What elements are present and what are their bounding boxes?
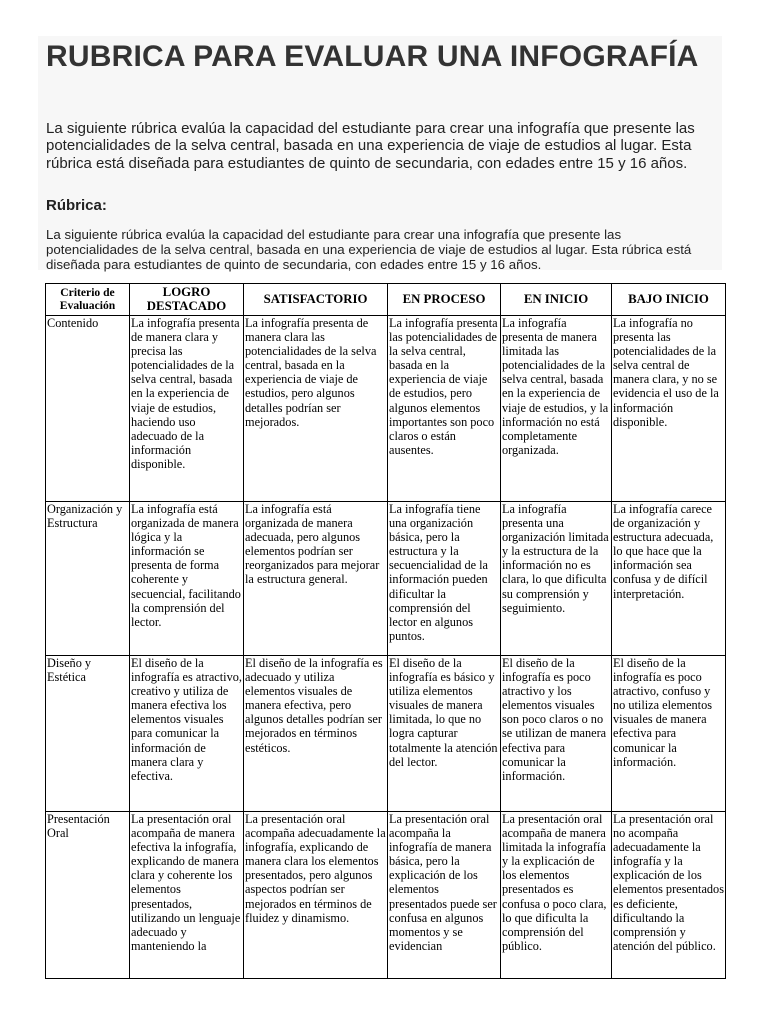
page-title: RUBRICA PARA EVALUAR UNA INFOGRAFÍA [46, 40, 699, 73]
intro-paragraph-repeat: La siguiente rúbrica evalúa la capacidad del estudiante para crear una infografía que presente las potencialidades de la selva central, basada en una experiencia de viaje de estudios al lugar. Esta rúbrica está diseñada para estudiantes de quinto de secundaria, con edades entre 15 y 16 años. [46, 227, 692, 273]
table-header-row [46, 284, 726, 316]
table-row [46, 502, 726, 656]
table-cell: El diseño de la infografía es poco atractivo y los elementos visuales son poco claros o no se utilizan de manera efectiva para comunicar la información. [501, 656, 612, 812]
criterion-cell: Diseño y Estética [46, 656, 130, 812]
table-cell: La infografía no presenta las potencialidades de la selva central de manera clara, y no se evidencia el uso de la información disponible. [612, 316, 726, 502]
header-en-proceso: EN PROCESO [388, 284, 501, 316]
table-cell: La presentación oral acompaña adecuadamente la infografía, explicando de manera clara los elementos presentados, pero algunos aspectos podrían ser mejorados en términos de fluidez y dinamismo. [244, 812, 388, 979]
table-cell: La infografía presenta las potencialidades de la selva central, basada en la experiencia de viaje de estudios, pero algunos elementos importantes son poco claros o están ausentes. [388, 316, 501, 502]
table-cell: La presentación oral acompaña de manera efectiva la infografía, explicando de manera clara y coherente los elementos presentados, utilizando un lenguaje adecuado y manteniendo la [130, 812, 244, 979]
header-en-inicio: EN INICIO [501, 284, 612, 316]
table-cell: El diseño de la infografía es adecuado y utiliza elementos visuales de manera efectiva, pero algunos detalles podrían ser mejorados en términos estéticos. [244, 656, 388, 812]
rubric-table [45, 283, 726, 979]
table-cell: La infografía está organizada de manera adecuada, pero algunos elementos podrían ser reorganizados para mejorar la estructura general. [244, 502, 388, 656]
table-cell: La infografía presenta una organización limitada y la estructura de la información no es clara, lo que dificulta su comprensión y seguimiento. [501, 502, 612, 656]
document-header [38, 36, 722, 273]
table-row [46, 812, 726, 979]
table-cell: El diseño de la infografía es poco atractivo, confuso y no utiliza elementos visuales de manera efectiva para comunicar la información. [612, 656, 726, 812]
table-row [46, 656, 726, 812]
table-cell: La infografía tiene una organización básica, pero la estructura y la secuencialidad de la información pueden dificultar la comprensión del lector en algunos puntos. [388, 502, 501, 656]
header-bajo-inicio: BAJO INICIO [612, 284, 726, 316]
intro-paragraph: La siguiente rúbrica evalúa la capacidad del estudiante para crear una infografía que presente las potencialidades de la selva central, basada en una experiencia de viaje de estudios al lugar. Esta rúbrica está diseñada para estudiantes de quinto de secundaria, con edades entre 15 y 16 años. [46, 120, 695, 172]
table-cell: La infografía está organizada de manera lógica y la información se presenta de forma coherente y secuencial, facilitando la comprensión del lector. [130, 502, 244, 656]
table-cell: La presentación oral no acompaña adecuadamente la infografía y la explicación de los elementos presentados es deficiente, dificultando la comprensión y atención del público. [612, 812, 726, 979]
table-cell: La presentación oral acompaña la infografía de manera básica, pero la explicación de los elementos presentados puede ser confusa en algunos momentos y se evidencian [388, 812, 501, 979]
table-cell: La infografía carece de organización y estructura adecuada, lo que hace que la información sea confusa y de difícil interpretación. [612, 502, 726, 656]
table-cell: La infografía presenta de manera clara las potencialidades de la selva central, basada en la experiencia de viaje de estudios, pero algunos detalles podrían ser mejorados. [244, 316, 388, 502]
table-cell: La infografía presenta de manera limitada las potencialidades de la selva central, basada en la experiencia de viaje de estudios, y la información no está completamente organizada. [501, 316, 612, 502]
header-satisfactorio: SATISFACTORIO [244, 284, 388, 316]
criterion-cell: Presentación Oral [46, 812, 130, 979]
table-cell: El diseño de la infografía es atractivo, creativo y utiliza de manera efectiva los elementos visuales para comunicar la información de manera clara y efectiva. [130, 656, 244, 812]
table-cell: El diseño de la infografía es básico y utiliza elementos visuales de manera limitada, lo que no logra capturar totalmente la atención del lector. [388, 656, 501, 812]
table-cell: La infografía presenta de manera clara y precisa las potencialidades de la selva central, basada en la experiencia de viaje de estudios, haciendo uso adecuado de la información disponible. [130, 316, 244, 502]
table-row [46, 316, 726, 502]
table-cell: La presentación oral acompaña de manera limitada la infografía y la explicación de los elementos presentados es confusa o poco clara, lo que dificulta la comprensión del público. [501, 812, 612, 979]
header-logro-destacado: LOGRO DESTACADO [130, 284, 244, 316]
criterion-cell: Contenido [46, 316, 130, 502]
header-criterio: Criterio de Evaluación [46, 284, 130, 316]
criterion-cell: Organización y Estructura [46, 502, 130, 656]
rubric-subheading: Rúbrica: [46, 197, 107, 214]
